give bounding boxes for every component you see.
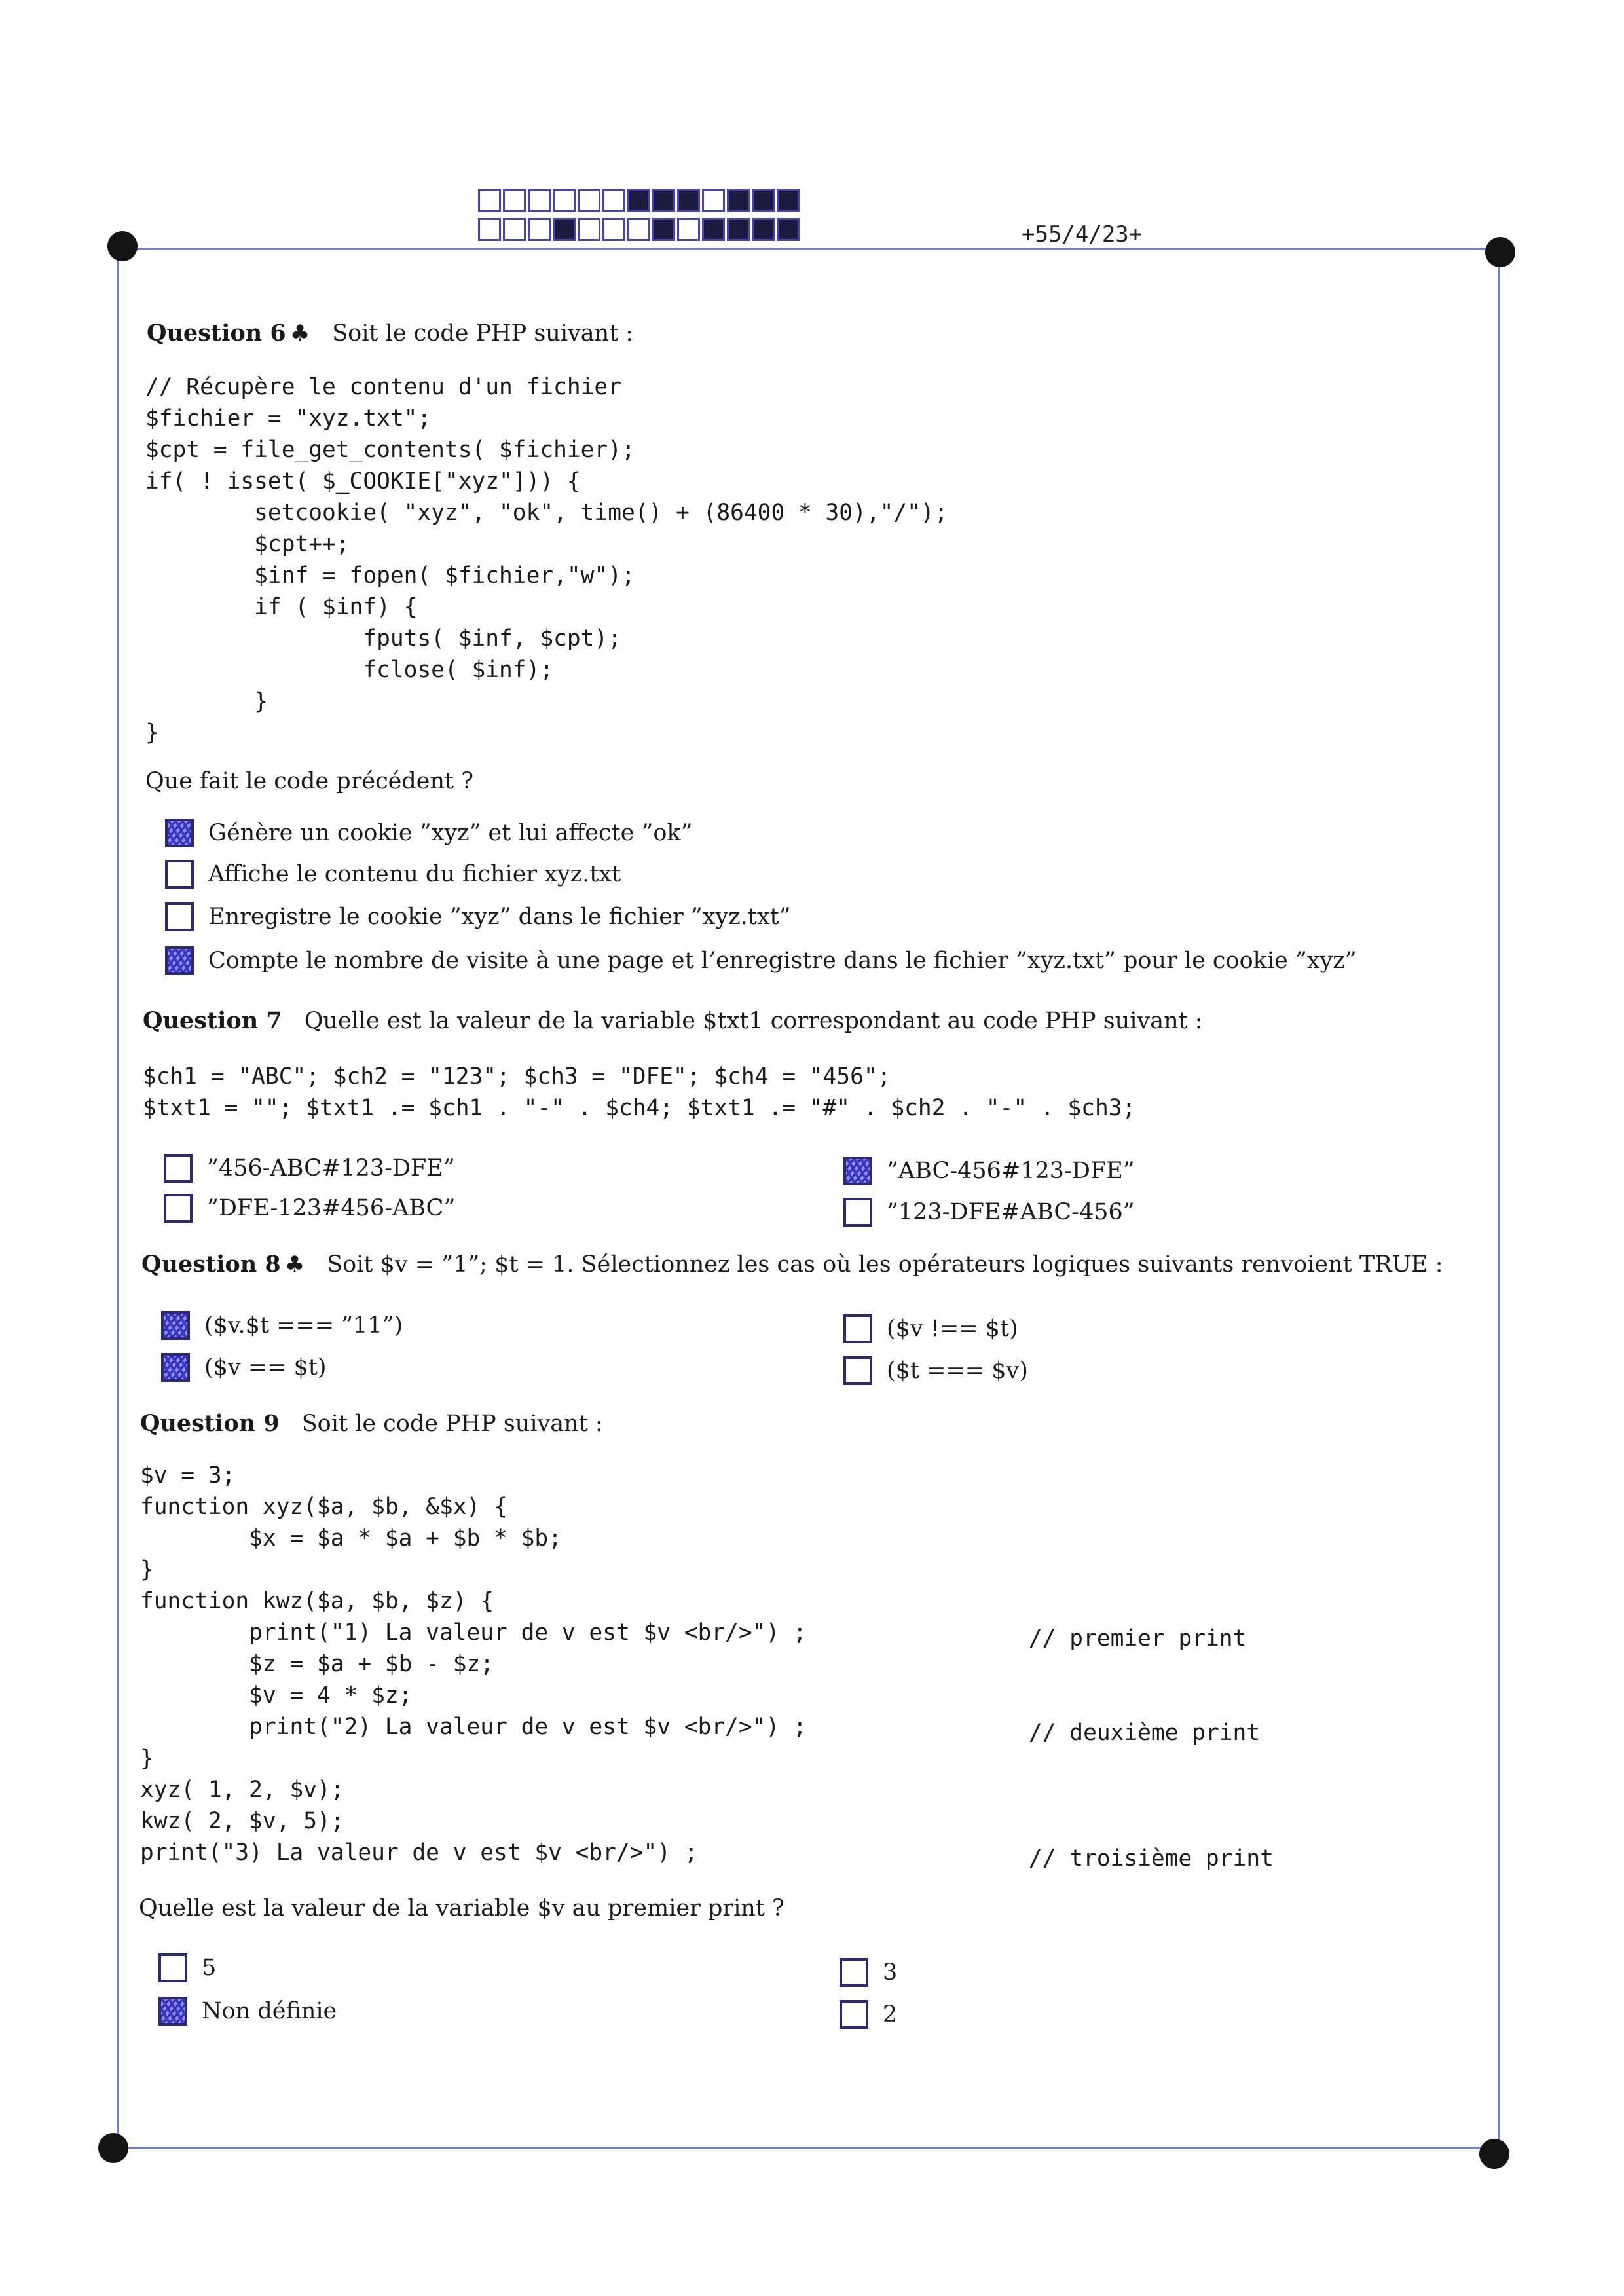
barcode-cell [503,218,526,241]
answer-label: Génère un cookie ”xyz” et lui affecte ”ok” [208,820,693,846]
barcode-cell [727,189,750,212]
question-number: Question 9 [140,1410,280,1437]
checkbox[interactable] [843,1356,872,1385]
barcode-cell [652,218,675,241]
question-9-answer-3[interactable] [840,1958,897,1987]
answer-label: Enregistre le cookie ”xyz” dans le fichier ”xyz.txt” [208,904,791,930]
question-6-answer-1[interactable] [165,819,693,847]
question-7-answer-4[interactable] [843,1198,1135,1227]
barcode-cell [578,218,600,241]
barcode-cell [752,218,775,241]
answer-label: ”ABC-456#123-DFE” [887,1158,1135,1184]
question-6-title [147,320,633,346]
checkbox[interactable] [165,946,194,975]
checkbox[interactable] [840,2000,868,2029]
question-6-code: // Récupère le contenu d'un fichier $fichier = "xyz.txt"; $cpt = file_get_contents( $fichier); if( ! isset( $_COOKIE["xyz"])) { setcookie( "xyz", "ok", time() + (86400 * 30),"/"); $cpt++; $inf = fopen( $fichier,"w"); if ( $inf) { fputs( $inf, $cpt); fclose( $inf); } } [145,374,948,746]
question-number: Question 7 [143,1007,282,1034]
checkbox[interactable] [165,819,194,847]
corner-mark-top-right [1485,237,1515,267]
barcode-cell [553,189,576,212]
question-8-answer-3[interactable] [843,1314,1018,1343]
answer-label: ”123-DFE#ABC-456” [887,1199,1135,1225]
barcode-cell [677,218,700,241]
answer-label: Compte le nombre de visite à une page et l’enregistre dans le fichier ”xyz.txt” pour le cookie ”xyz” [208,948,1357,974]
answer-label: 2 [883,2001,898,2028]
question-9-code: $v = 3; function xyz($a, $b, &$x) { $x = $a * $a + $b * $b; } function kwz($a, $b, $z) { print("1) La valeur de v est $v <br/>") ; $z = $a + $b - $z; $v = 4 * $z; print("2) La valeur de v est $v <br/>") ; } xyz( 1, 2, $v); kwz( 2, $v, 5); print("3) La valeur de v est $v <br/>") ; [140,1462,807,1866]
answer-label: ($v == $t) [204,1354,327,1380]
answer-label: Affiche le contenu du fichier xyz.txt [208,861,621,887]
barcode-cell [553,218,576,241]
corner-mark-top-left [107,231,138,261]
barcode-row-1 [478,189,802,212]
question-9-answer-1[interactable] [158,1953,216,1982]
corner-mark-bottom-right [1479,2139,1509,2169]
code-comment-premier-print: // premier print [1029,1625,1247,1652]
barcode-cell [578,189,600,212]
page-id-code: +55/4/23+ [1022,221,1143,248]
barcode-cell [627,189,650,212]
question-8-title [141,1251,1443,1278]
barcode-cell [478,189,501,212]
frame-top-line [124,248,1500,250]
barcode-cell [777,189,800,212]
question-8-answer-1[interactable] [161,1311,403,1340]
answer-label: ”DFE-123#456-ABC” [207,1195,456,1221]
question-7-title [143,1007,1203,1034]
frame-bottom-line [115,2147,1496,2149]
question-9-title [140,1410,603,1437]
barcode-cell [478,218,501,241]
barcode-cell [752,189,775,212]
checkbox[interactable] [843,1314,872,1343]
question-number: Question 8 [141,1251,281,1278]
question-text: Soit $v = ”1”; $t = 1. Sélectionnez les cas où les opérateurs logiques suivants renvoient TRUE : [327,1251,1443,1278]
question-9-prompt: Quelle est la valeur de la variable $v au premier print ? [139,1895,784,1921]
checkbox[interactable] [165,902,194,931]
answer-label: ($v.$t === ”11”) [204,1312,403,1339]
question-6-answer-4[interactable] [165,946,1357,975]
checkbox[interactable] [843,1198,872,1227]
barcode-cell [528,218,551,241]
checkbox[interactable] [165,860,194,889]
answer-label: 5 [202,1955,217,1981]
question-7-answer-3[interactable] [843,1157,1135,1185]
barcode-cell [627,218,650,241]
checkbox[interactable] [158,1953,187,1982]
barcode-cell [652,189,675,212]
barcode-cell [702,218,725,241]
barcode-cell [777,218,800,241]
frame-right-line [1498,251,1500,2148]
question-8-answer-2[interactable] [161,1353,327,1382]
question-6-prompt: Que fait le code précédent ? [145,768,474,794]
checkbox[interactable] [161,1311,190,1340]
checkbox[interactable] [161,1353,190,1382]
checkbox[interactable] [843,1157,872,1185]
barcode-cell [677,189,700,212]
question-7-answer-1[interactable] [164,1154,455,1183]
checkbox[interactable] [158,1997,187,2026]
barcode-row-2 [478,218,802,241]
answer-label: ”456-ABC#123-DFE” [207,1155,455,1181]
question-6-answer-2[interactable] [165,860,621,889]
barcode-cell [528,189,551,212]
checkbox[interactable] [164,1194,193,1223]
question-6-answer-3[interactable] [165,902,791,931]
barcode-cell [602,218,625,241]
code-comment-deuxieme-print: // deuxième print [1029,1720,1261,1746]
barcode-cell [602,189,625,212]
question-text: Soit le code PHP suivant : [332,320,634,346]
question-number: Question 6 [147,320,286,346]
corner-mark-bottom-left [98,2133,128,2163]
question-9-answer-2[interactable] [158,1997,337,2026]
question-text: Soit le code PHP suivant : [301,1411,603,1437]
barcode-cell [727,218,750,241]
barcode-cell [702,189,725,212]
checkbox[interactable] [164,1154,193,1183]
question-text: Quelle est la valeur de la variable $txt1 correspondant au code PHP suivant : [304,1008,1203,1034]
answer-label: 3 [883,1959,898,1986]
answer-label: ($t === $v) [887,1358,1028,1384]
club-icon: ♣ [289,320,310,346]
answer-label: Non définie [202,1998,337,2024]
barcode-cell [503,189,526,212]
club-icon: ♣ [284,1251,305,1278]
question-9-answer-4[interactable] [840,2000,897,2029]
answer-label: ($v !== $t) [887,1316,1018,1342]
checkbox[interactable] [840,1958,868,1987]
question-8-answer-4[interactable] [843,1356,1028,1385]
frame-left-line [117,249,119,2148]
question-7-answer-2[interactable] [164,1194,455,1223]
code-comment-troisieme-print: // troisième print [1029,1845,1274,1872]
question-7-code: $ch1 = "ABC"; $ch2 = "123"; $ch3 = "DFE"; $ch4 = "456"; $txt1 = ""; $txt1 .= $ch1 . "-" . $ch4; $txt1 .= "#" . $ch2 . "-" . $ch3; [143,1064,1136,1121]
